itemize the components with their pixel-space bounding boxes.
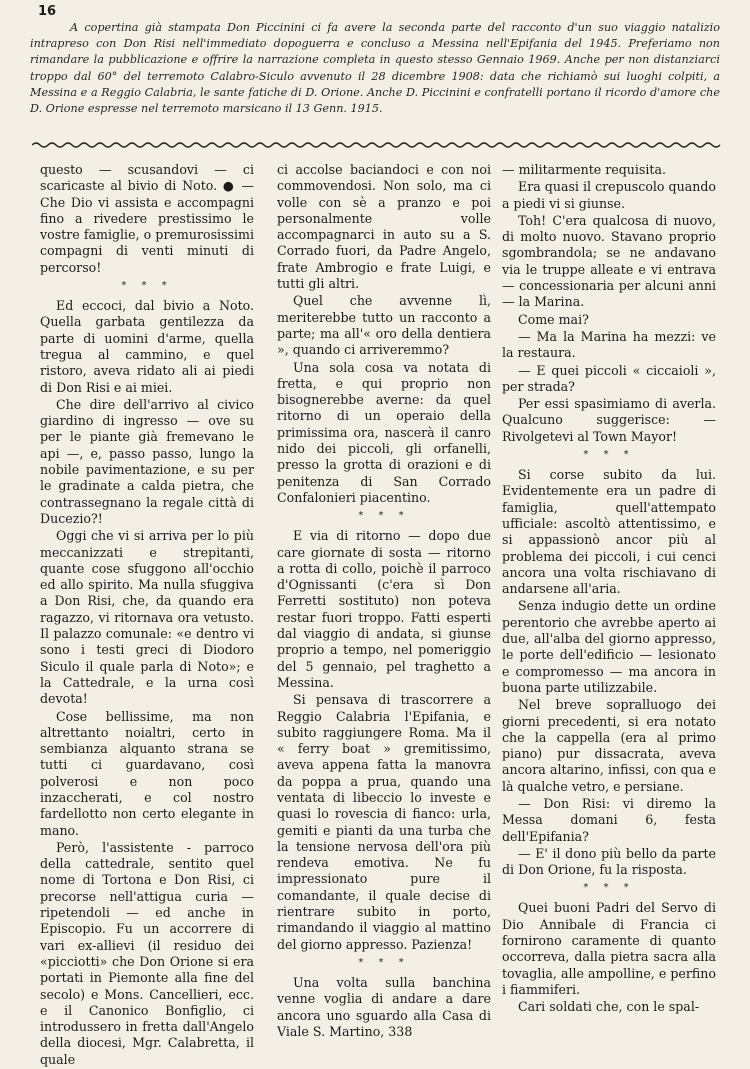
paragraph: — E quei piccoli « ciccaioli », per strada? [502, 362, 716, 394]
article-column-3 [502, 162, 716, 1017]
paragraph: ci accolse baciandoci e con noi commovendosi. Non solo, ma ci volle con sè a pranzo e poi personalmente volle accompagnarci in auto su a S. Corrado fuori, da Padre Angelo, frate Ambrogio e frate Luigi, e tutti gli altri. [277, 162, 491, 292]
paragraph: Quel che avvenne lì, meriterebbe tutto un racconto a parte; ma all'« oro della dentiera », quando ci arriveremmo? [277, 293, 491, 358]
section-separator: * * * [121, 280, 173, 292]
paragraph: Quei buoni Padri del Servo di Dio Annibale di Francia ci fornirono caramente di quanto occorreva, dalla pietra sacra alla tovaglia, alle ampolline, e perfino i fiammiferi. [502, 900, 716, 997]
paragraph: Nel breve sopralluogo dei giorni precedenti, si era notato che la cappella (era al primo piano) pur dissacrata, aveva ancora altarino, infissi, con qua e là qualche vetro, e persiane. [502, 697, 716, 794]
article-column-2 [277, 162, 491, 1041]
section-separator: * * * [583, 449, 635, 461]
paragraph: E via di ritorno — dopo due care giornate di sosta — ritorno a rotta di collo, poichè il parroco d'Ognissanti (c'era sì Don Ferretti sostituto) non poteva restar fuori troppo. Fatti esperti dal viaggio di andata, si giunse proprio a tempo, nel pomeriggio del 5 gennaio, pel traghetto a Messina. [277, 528, 491, 690]
paragraph: Senza indugio dette un ordine perentorio che avrebbe aperto ai due, all'alba del giorno appresso, le porte dell'edificio — lesionato e compromesso — ma ancora in buona parte utilizzabile. [502, 598, 716, 695]
page-number: 16 [38, 4, 57, 19]
paragraph: questo — scusandovi — ci scaricaste al bivio di Noto. ● — Che Dio vi assista e accompagni fino a rivedere prestissimo le vostre famiglie, o premurosissimi compagni di venti minuti di percorso! [40, 162, 254, 275]
paragraph: Si pensava di trascorrere a Reggio Calabria l'Epifania, e subito raggiungere Roma. Ma il « ferry boat » gremitissimo, aveva appena fatta la manovra da poppa a prua, quando una ventata di libeccio lo investe e quasi lo rovescia di fianco: urla, gemiti e pianti da una turba che la tensione nervosa dell'ora più rendeva emotiva. Ne fu impressionato pure il comandante, il quale decise di rientrare subito in porto, rimandando il viaggio al mattino del giorno appresso. Pazienza! [277, 692, 491, 952]
paragraph: Cose bellissime, ma non altrettanto noialtri, certo in sembianza alquanto strana se tutti ci guardavano, così polverosi e non poco inzaccherati, e col nostro fardellotto non certo elegante in mano. [40, 708, 254, 838]
paragraph: — militarmente requisita. [502, 162, 666, 177]
paragraph: Come mai? [518, 311, 589, 327]
paragraph: Però, l'assistente - parroco della cattedrale, sentito quel nome di Tortona e Don Risi, ci precorse nell'attigua curia — ripetendoli — ed anche in Episcopio. Fu un accorrere di vari ex-allievi (il residuo dei «picciotti» che Don Orione si era portati in Piemonte alla fine del secolo) e Mons. Cancellieri, ecc. e il Canonico Bonfiglio, ci introdussero in fretta dall'Angelo della diocesi, Mgr. Calabretta, il quale [40, 839, 254, 1067]
paragraph: Si corse subito da lui. Evidentemente era un padre di famiglia, quell'attempato ufficiale: ascoltò attentissimo, e si appassionò ancor più al problema dei piccoli, i cui cenci ancora una volta rischiavano di andarsene all'aria. [502, 467, 716, 597]
section-separator: * * * [358, 956, 410, 968]
paragraph: Che dire dell'arrivo al civico giardino di ingresso — ove su per le piante già fremevano le api —, e, passo passo, lungo la nobile pavimentazione, e su per le gradinate a calda pietra, che contrassegnano la regale città di Ducezio?! [40, 396, 254, 526]
paragraph: Per essi spasimiamo di averla. Qualcuno suggerisce: — Rivolgetevi al Town Mayor! [502, 396, 716, 444]
paragraph: — Ma la Marina ha mezzi: ve la restaura. [502, 328, 716, 361]
article-column-1 [40, 162, 254, 1069]
paragraph: Una sola cosa va notata di fretta, e qui proprio non bisognerebbe averne: da quel ritorno di un operaio della primissima ora, nascerà il canro nido dei piccoli, gli orfanelli, presso la grotta di orazioni e di penitenza di San Corrado Confalonieri piacentino. [277, 359, 491, 505]
wavy-separator-line [32, 140, 722, 150]
paragraph: Cari soldati che, con le spal- [518, 999, 700, 1015]
paragraph: Era quasi il crepuscolo quando a piedi vi si giunse. [502, 179, 716, 211]
paragraph: Oggi che vi si arriva per lo più meccanizzati e strepitanti, quante cose sfuggono all'occhio ed allo spirito. Ma nulla sfuggiva a Don Risi, che, da quando era ragazzo, vi ritornava ora vetusto. Il palazzo comunale: «e dentro vi sono i testi greci di Diodoro Siculo il quale parla di Noto»; e la Cattedrale, e la urna così devota! [40, 528, 254, 707]
paragraph: Ed eccoci, dal bivio a Noto. Quella garbata gentilezza da parte di uomini d'arme, quella tregua al cammino, e quel ristoro, aveva ridato ali ai piedi di Don Risi e ai miei. [40, 298, 254, 395]
paragraph: Una volta sulla banchina venne voglia di andare a dare ancora uno sguardo alla Casa di Viale S. Martino, 338 [277, 974, 491, 1039]
paragraph: — Don Risi: vi diremo la Messa domani 6, festa dell'Epifania? [502, 795, 716, 844]
intro-paragraph: A copertina già stampata Don Piccinini ci fa avere la seconda parte del racconto d'un suo viaggio natalizio intrapreso con Don Risi nell'immediato dopoguerra e concluso a Messina nell'Epifania del 1945. Preferiamo non rimandare la pubblicazione e offrire la narrazione completa in questo stesso Gennaio 1969. Anche per non distanziarci troppo dal 60° del terremoto Calabro-Siculo avvenuto il 28 dicembre 1908: data che richiamò sui luoghi colpiti, a Messina e a Reggio Calabria, le sante fatiche di D. Orione. Anche D. Piccinini e confratelli portano il ricordo d'amore che D. Orione espresse nel terremoto marsicano il 13 Genn. 1915. [30, 21, 720, 116]
paragraph: Toh! C'era qualcosa di nuovo, di molto nuovo. Stavano proprio sgombrandola; se ne andavano via le truppe alleate e vi entrava — concessionaria per alcuni anni — la Marina. [502, 212, 716, 310]
section-separator: * * * [583, 882, 635, 894]
paragraph: — E' il dono più bello da parte di Don Orione, fu la risposta. [502, 845, 716, 878]
section-separator: * * * [358, 510, 410, 522]
